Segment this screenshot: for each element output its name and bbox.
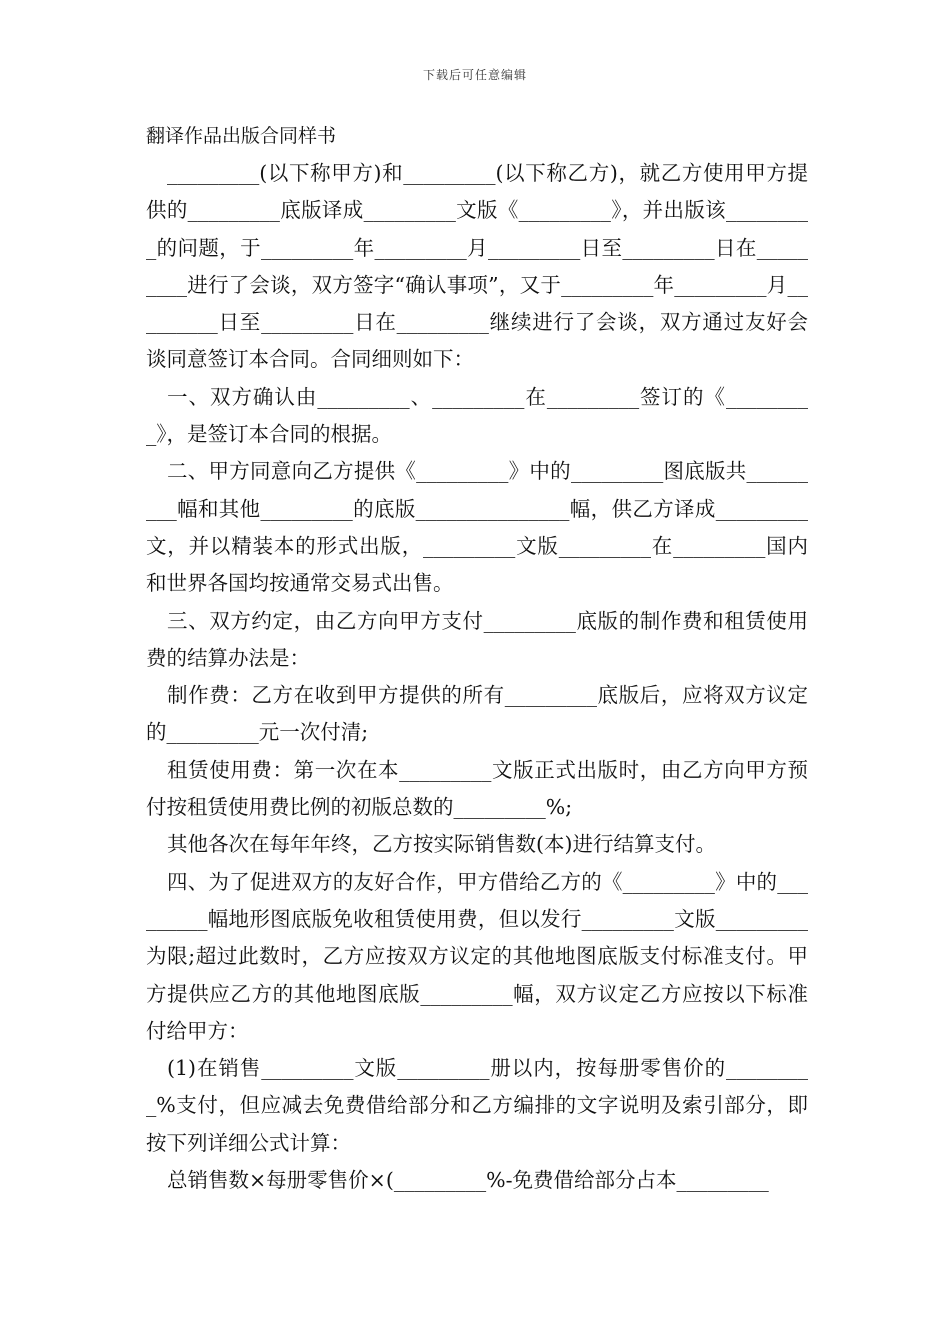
paragraph-clause-2: 二、甲方同意向乙方提供《_________》中的_________图底版共_________幅和其他_________的底版_______________幅，供乙方译成_________文，并以精装本的形式出版，_________文版_________在_________国内和世界各国均按通常交易式出售。 — [146, 459, 808, 596]
document-title: 翻译作品出版合同样书 — [146, 125, 337, 147]
paragraph-rental-fee: 租赁使用费：第一次在本_________文版正式出版时，由乙方向甲方预付按租赁使用费比例的初版总数的_________%; — [146, 757, 808, 820]
paragraph-clause-4: 四、为了促进双方的友好合作，甲方借给乙方的《_________》中的_________幅地形图底版免收租赁使用费，但以发行_________文版_________为限;超过此数时，乙方应按双方议定的其他地图底版支付标准支付。甲方提供应乙方的其他地图底版_________幅，双方议定乙方应按以下标准付给甲方： — [146, 869, 808, 1043]
paragraph-formula: 总销售数×每册零售价×(_________%-免费借给部分占本_________ — [167, 1168, 769, 1193]
paragraph-other-settlements: 其他各次在每年年终，乙方按实际销售数(本)进行结算支付。 — [167, 832, 716, 857]
page-header-note: 下载后可任意编辑 — [422, 68, 527, 82]
paragraph-production-fee: 制作费：乙方在收到甲方提供的所有_________底版后，应将双方议定的_________元一次付清; — [146, 683, 808, 745]
paragraph-preamble: _________(以下称甲方)和_________(以下称乙方)，就乙方使用甲方提供的_________底版译成_________文版《_________》，并出版该_________的问题，于_________年_________月_________日至_________日在_________进行了会谈，双方签字“确认事项”，又于_________年_________月_________日至_________日在_________继续进行了会谈，双方通过友好会谈同意签订本合同。合同细则如下： — [146, 161, 808, 372]
paragraph-clause-3: 三、双方约定，由乙方向甲方支付_________底版的制作费和租赁使用费的结算办法是： — [146, 608, 808, 670]
document-body — [146, 118, 808, 1199]
paragraph-clause-1: 一、双方确认由_________、_________在_________签订的《_________》，是签订本合同的根据。 — [146, 384, 808, 447]
paragraph-item-1: (1)在销售_________文版_________册以内，按每册零售价的_________%支付，但应减去免费借给部分和乙方编排的文字说明及索引部分，即按下列详细公式计算： — [146, 1056, 808, 1155]
